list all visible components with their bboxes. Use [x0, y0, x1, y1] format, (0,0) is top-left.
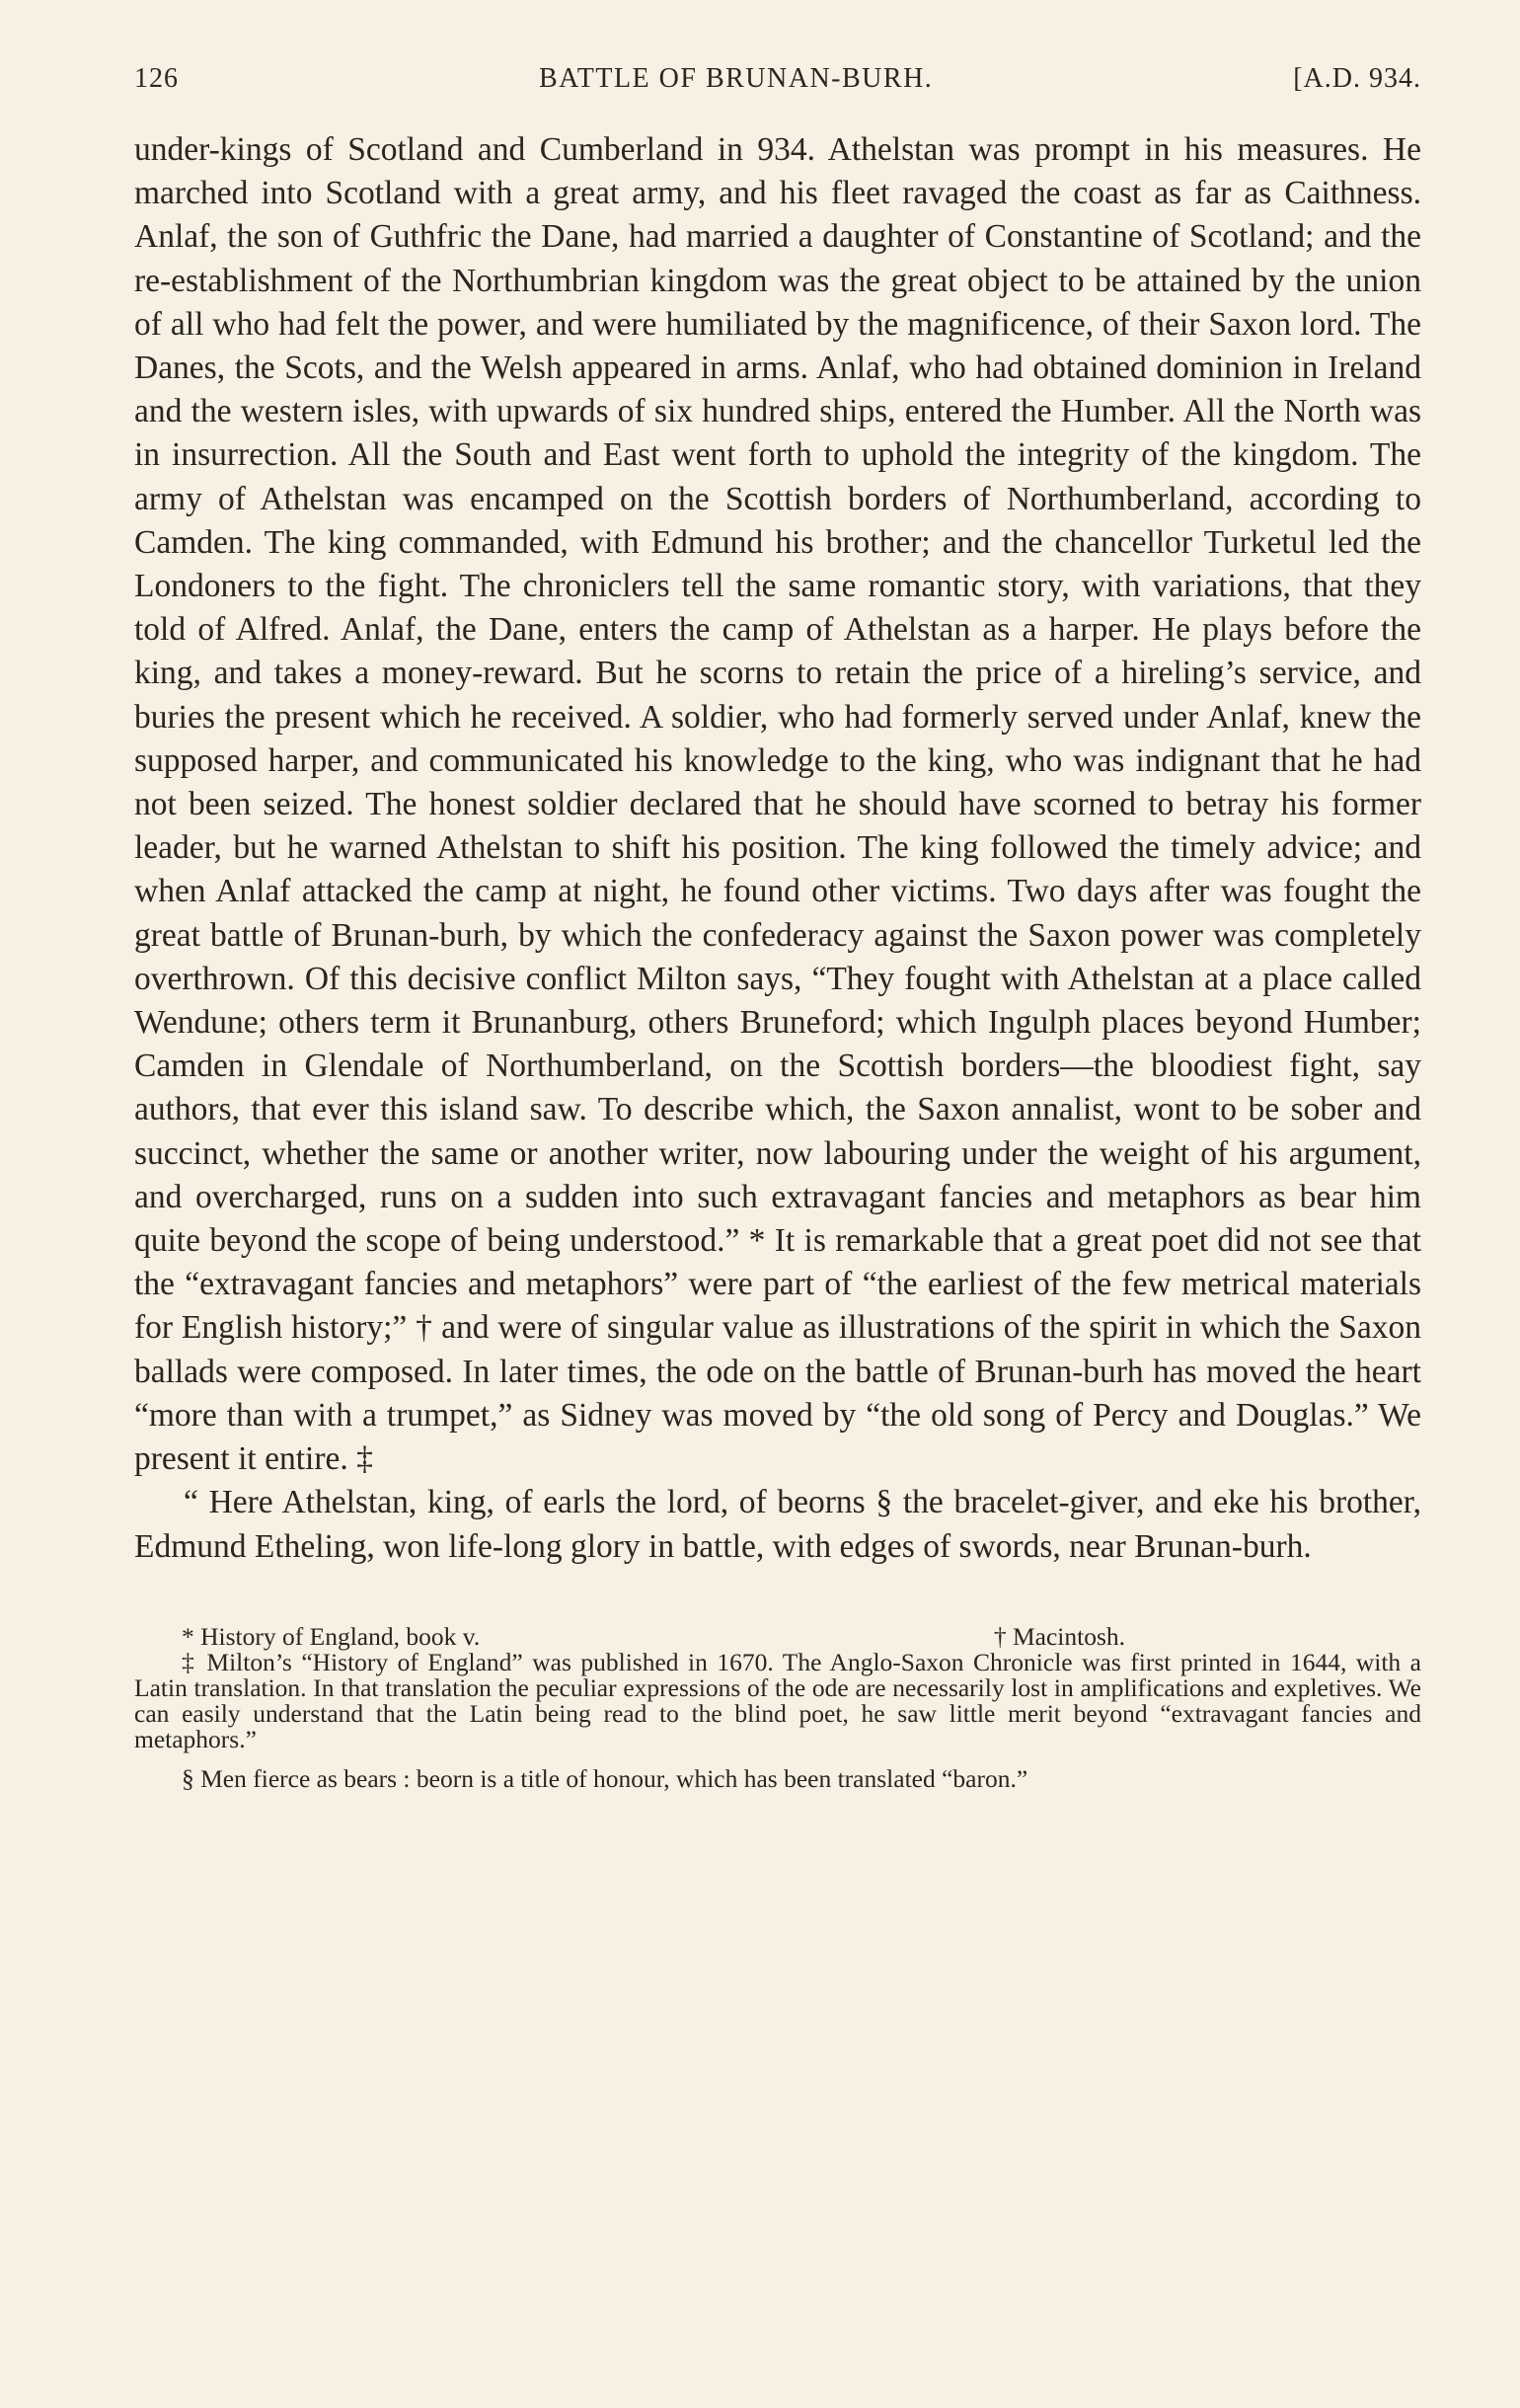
running-header [134, 63, 1421, 109]
footnote-double-dagger: ‡ Milton’s “History of England” was published in 1670. The Anglo-Saxon Chronicle was first printed in 1644, with a Latin translation. In that translation the peculiar expressions of the ode are necessarily lost in amplifications and expletives. We can easily understand that the Latin being read to the blind poet, he saw little merit beyond “extravagant fancies and metaphors.” [134, 1647, 1421, 1753]
paragraph-narrative: under-kings of Scotland and Cumberland in 934. Athelstan was prompt in his measures. He marched into Scotland with a great army, and his fleet ravaged the coast as far as Caithness. Anlaf, the son of Guthfric the Dane, had married a daughter of Constantine of Scotland; and the re-establishment of the Northumbrian kingdom was the great object to be attained by the union of all who had felt the power, and were humiliated by the magnificence, of their Saxon lord. The Danes, the Scots, and the Welsh appeared in arms. Anlaf, who had obtained dominion in Ireland and the western isles, with upwards of six hundred ships, entered the Humber. All the North was in insurrection. All the South and East went forth to uphold the integrity of the kingdom. The army of Athelstan was encamped on the Scottish borders of Northumberland, according to Camden. The king commanded, with Edmund his brother; and the chancellor Turketul led the Londoners to the fight. The chroniclers tell the same romantic story, with variations, that they told of Alfred. Anlaf, the Dane, enters the camp of Athelstan as a harper. He plays before the king, and takes a money-reward. But he scorns to retain the price of a hireling’s service, and buries the present which he received. A soldier, who had formerly served under Anlaf, knew the supposed harper, and communicated his knowledge to the king, who was indignant that he had not been seized. The honest soldier declared that he should have scorned to betray his former leader, but he warned Athelstan to shift his position. The king followed the timely advice; and when Anlaf attacked the camp at night, he found other victims. Two days after was fought the great battle of Brunan-burh, by which the confederacy against the Saxon power was completely overthrown. Of this decisive conflict Milton says, “They fought with Athelstan at a place called Wendune; others term it Brunanburg, others Bruneford; which Ingulph places beyond Humber; Camden in Glendale of Northumberland, on the Scottish borders—the bloodiest fight, say authors, that ever this island saw. To describe which, the Saxon annalist, wont to be sober and succinct, whether the same or another writer, now labouring under the weight of his argument, and overcharged, runs on a sudden into such extravagant fancies and metaphors as bear him quite beyond the scope of being understood.” * It is remarkable that a great poet did not see that the “extravagant fancies and metaphors” were part of “the earliest of the few metrical materials for English history;” † and were of singular value as illustrations of the spirit in which the Saxon ballads were composed. In later times, the ode on the battle of Brunan-burh has moved the heart “more than with a trumpet,” as Sidney was moved by “the old song of Percy and Douglas.” We present it entire. ‡ [134, 131, 1421, 1478]
footnote-star: * History of England, book v. [182, 1621, 481, 1651]
footnote-section: § Men fierce as bears : beorn is a title of honour, which has been translated “baron.” [182, 1763, 1028, 1793]
footnote-dagger: † Macintosh. [993, 1621, 1125, 1651]
page-number: 126 [134, 63, 179, 94]
paragraph-ode-opening: “ Here Athelstan, king, of earls the lord, of beorns § the bracelet-giver, and eke his brother, Edmund Etheling, won life-long glory in battle, with edges of swords, near Brunan-burh. [134, 1484, 1421, 1565]
header-date: [A.D. 934. [1293, 63, 1421, 94]
running-title: BATTLE OF BRUNAN-BURH. [538, 63, 934, 94]
main-text [134, 128, 1421, 1569]
footnote-row [134, 1621, 1421, 1651]
footnotes [134, 1621, 1421, 1793]
